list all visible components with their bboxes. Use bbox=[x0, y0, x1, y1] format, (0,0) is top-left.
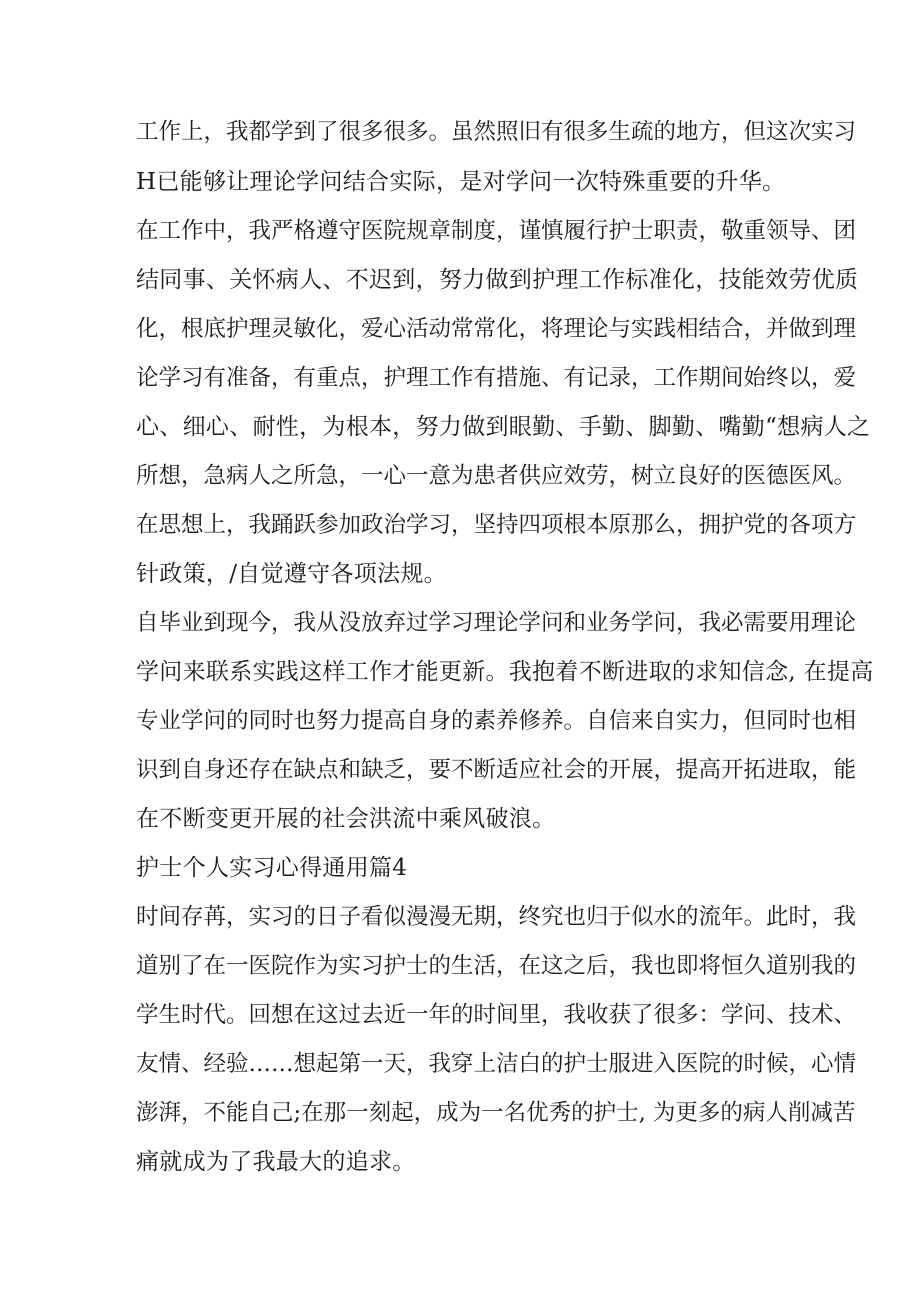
text-line: 针政策，/自觉遵守各项法规。 bbox=[136, 561, 447, 587]
text-line: 识到自身还存在缺点和缺乏，要不断适应社会的开展，提高开拓进取，能 bbox=[136, 757, 857, 783]
text-line: 专业学问的同时也努力提高自身的素养修养。自信来自实力，但同时也相 bbox=[136, 708, 857, 734]
text-line: 学生时代。回想在这过去近一年的时间里，我收获了很多：学问、技术、 bbox=[136, 1002, 857, 1028]
text-line: H已能够让理论学问结合实际，是对学问一次特殊重要的升华。 bbox=[136, 169, 786, 195]
text-line: 自毕业到现今，我从没放弃过学习理论学问和业务学问，我必需要用理论 bbox=[136, 610, 857, 636]
text-line: 澎湃，不能自己;在那一刻起，成为一名优秀的护士, 为更多的病人削减苦 bbox=[136, 1100, 856, 1126]
text-line: 化，根底护理灵敏化，爱心活动常常化，将理论与实践相结合，并做到理 bbox=[136, 316, 857, 342]
text-line: 友情、经验……想起第一天，我穿上洁白的护士服进入医院的时候，心情 bbox=[136, 1051, 857, 1077]
text-line: 痛就成为了我最大的追求。 bbox=[136, 1149, 416, 1175]
text-line: 结同事、关怀病人、不迟到，努力做到护理工作标准化，技能效劳优质 bbox=[136, 267, 859, 293]
text-line: 工作上，我都学到了很多很多。虽然照旧有很多生疏的地方，但这次实习 bbox=[136, 119, 857, 145]
text-line: 心、细心、耐性，为根本，努力做到眼勤、手勤、脚勤、嘴勤“想病人之 bbox=[136, 414, 871, 440]
text-line: 道别了在一医院作为实习护士的生活，在这之后，我也即将恒久道别我的 bbox=[136, 953, 857, 979]
text-line: 时间存苒，实习的日子看似漫漫无期，终究也归于似水的流年。此时，我 bbox=[136, 904, 857, 930]
text-line: 在思想上，我踊跃参加政治学习，坚持四项根本原那么，拥护党的各项方 bbox=[136, 512, 857, 538]
text-line: 在工作中，我严格遵守医院规章制度，谨慎履行护士职责，敬重领导、团 bbox=[136, 218, 857, 244]
text-line: 论学习有准备，有重点，护理工作有措施、有记录，工作期间始终以，爱 bbox=[136, 365, 857, 391]
text-line: 所想，急病人之所急，一心一意为患者供应效劳，树立良好的医德医风。 bbox=[136, 463, 857, 489]
section-heading: 护士个人实习心得通用篇4 bbox=[136, 855, 408, 881]
text-line: 在不断变更开展的社会洪流中乘风破浪。 bbox=[136, 806, 556, 832]
text-line: 学问来联系实践这样工作才能更新。我抱着不断进取的求知信念, 在提高 bbox=[136, 659, 874, 685]
